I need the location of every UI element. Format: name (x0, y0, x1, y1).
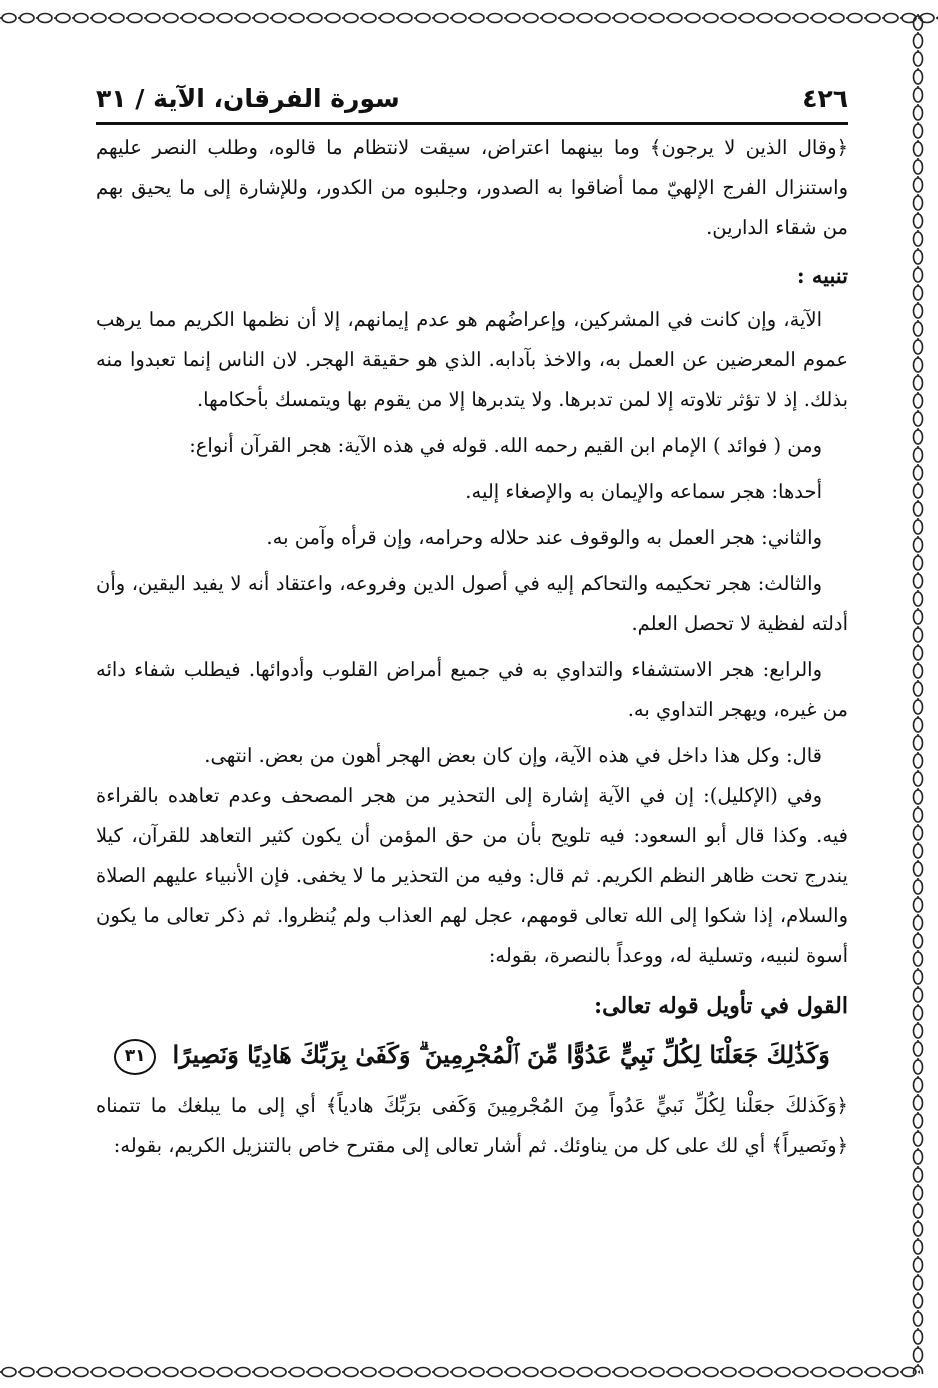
paragraph: قال: وكل هذا داخل في هذه الآية، وإن كان بعض الهجر أهون من بعض. انتهى. (204, 744, 822, 767)
paragraph: والثاني: هجر العمل به والوقوف عند حلاله وحرامه، وإن قرأه وآمن به. (266, 526, 822, 549)
paragraph: أحدها: هجر سماعه والإيمان به والإصغاء إليه. (465, 480, 822, 503)
verse-text: وَكَذَٰلِكَ جَعَلْنَا لِكُلِّ نَبِيٍّ عَدُوًّا مِّنَ ٱلْمُجْرِمِينَ ۗ وَكَفَىٰ بِرَبِّكَ هَادِيًا وَنَصِيرًا (172, 1040, 830, 1069)
paragraph: ومن ( فوائد ) الإمام ابن القيم رحمه الله. قوله في هذه الآية: هجر القرآن أنواع: (189, 434, 822, 457)
chain-border-top (0, 4, 938, 32)
section-heading: القول في تأويل قوله تعالى: (594, 993, 848, 1019)
quran-verse (96, 1030, 848, 1080)
paragraph: والثالث: هجر تحكيمه والتحاكم إليه في أصول الدين وفروعه، واعتقاد أنه لا يفيد اليقين، وأن أدلته لفظية لا تحصل العلم. (96, 572, 848, 635)
paragraph: ﴿وقال الذين لا يرجون﴾ وما بينهما اعتراض، سيقت لانتظام ما قالوه، وطلب النصر عليهم واستنزال الفرج الإلهيّ مما أضاقوا به الصدور، وجلبوه من الكدور، وللإشارة إلى ما يحيق بهم من شقاء الدارين. (96, 136, 848, 239)
page-header (96, 80, 848, 116)
chain-border-right (906, 14, 930, 1374)
paragraph: الآية، وإن كانت في المشركين، وإعراضُهم هو عدم إيمانهم، إلا أن نظمها الكريم مما يرهب عموم المعرضين عن العمل به، والاخذ بآدابه. الذي هو حقيقة الهجر. لان الناس إنما تعبدوا منه بذلك. إذ لا تؤثر تلاوته إلا لمن تدبرها. ولا يتدبرها إلا من يقوم بها ويتمسك بأحكامها. (96, 308, 848, 411)
section-heading: تنبيه : (796, 263, 848, 288)
page-number: ٤٢٦ (802, 84, 848, 113)
header-rule (96, 122, 848, 125)
paragraph: والرابع: هجر الاستشفاء والتداوي به في جميع أمراض القلوب وأدوائها. فيطلب شفاء دائه من غيره، ويهجر التداوي به. (96, 658, 848, 721)
running-title: سورة الفرقان، الآية / ٣١ (96, 84, 400, 113)
paragraph: ﴿وَكَذلكَ جعَلْنا لِكُلِّ نَبيٍّ عَدُواً مِنَ المُجْرمِينَ وَكَفى برَبِّكَ هادياً﴾ أي إلى ما يبلغك ما تتمناه ﴿ونَصيراً﴾ أي لك على كل من يناوئك. ثم أشار تعالى إلى مقترح خاص بالتنزيل الكريم، بقوله: (96, 1094, 848, 1157)
page-body (96, 128, 848, 1166)
ayah-number: ٣١ (114, 1039, 156, 1075)
chain-border-bottom (0, 1358, 920, 1386)
paragraph: وفي (الإكليل): إن في الآية إشارة إلى التحذير من هجر المصحف وعدم تعاهده بالقراءة فيه. وكذا قال أبو السعود: فيه تلويح بأن من حق المؤمن أن يكون كثير التعاهد للقرآن، كيلا يندرج تحت ظاهر النظم الكريم. ثم قال: وفيه من التحذير ما لا يخفى. فإن الأنبياء عليهم الصلاة والسلام، إذا شكوا إلى الله تعالى قومهم، عجل لهم العذاب ولم يُنظروا. ثم ذكر تعالى ما يكون أسوة لنبيه، وتسلية له، ووعداً بالنصرة، بقوله: (96, 784, 848, 967)
